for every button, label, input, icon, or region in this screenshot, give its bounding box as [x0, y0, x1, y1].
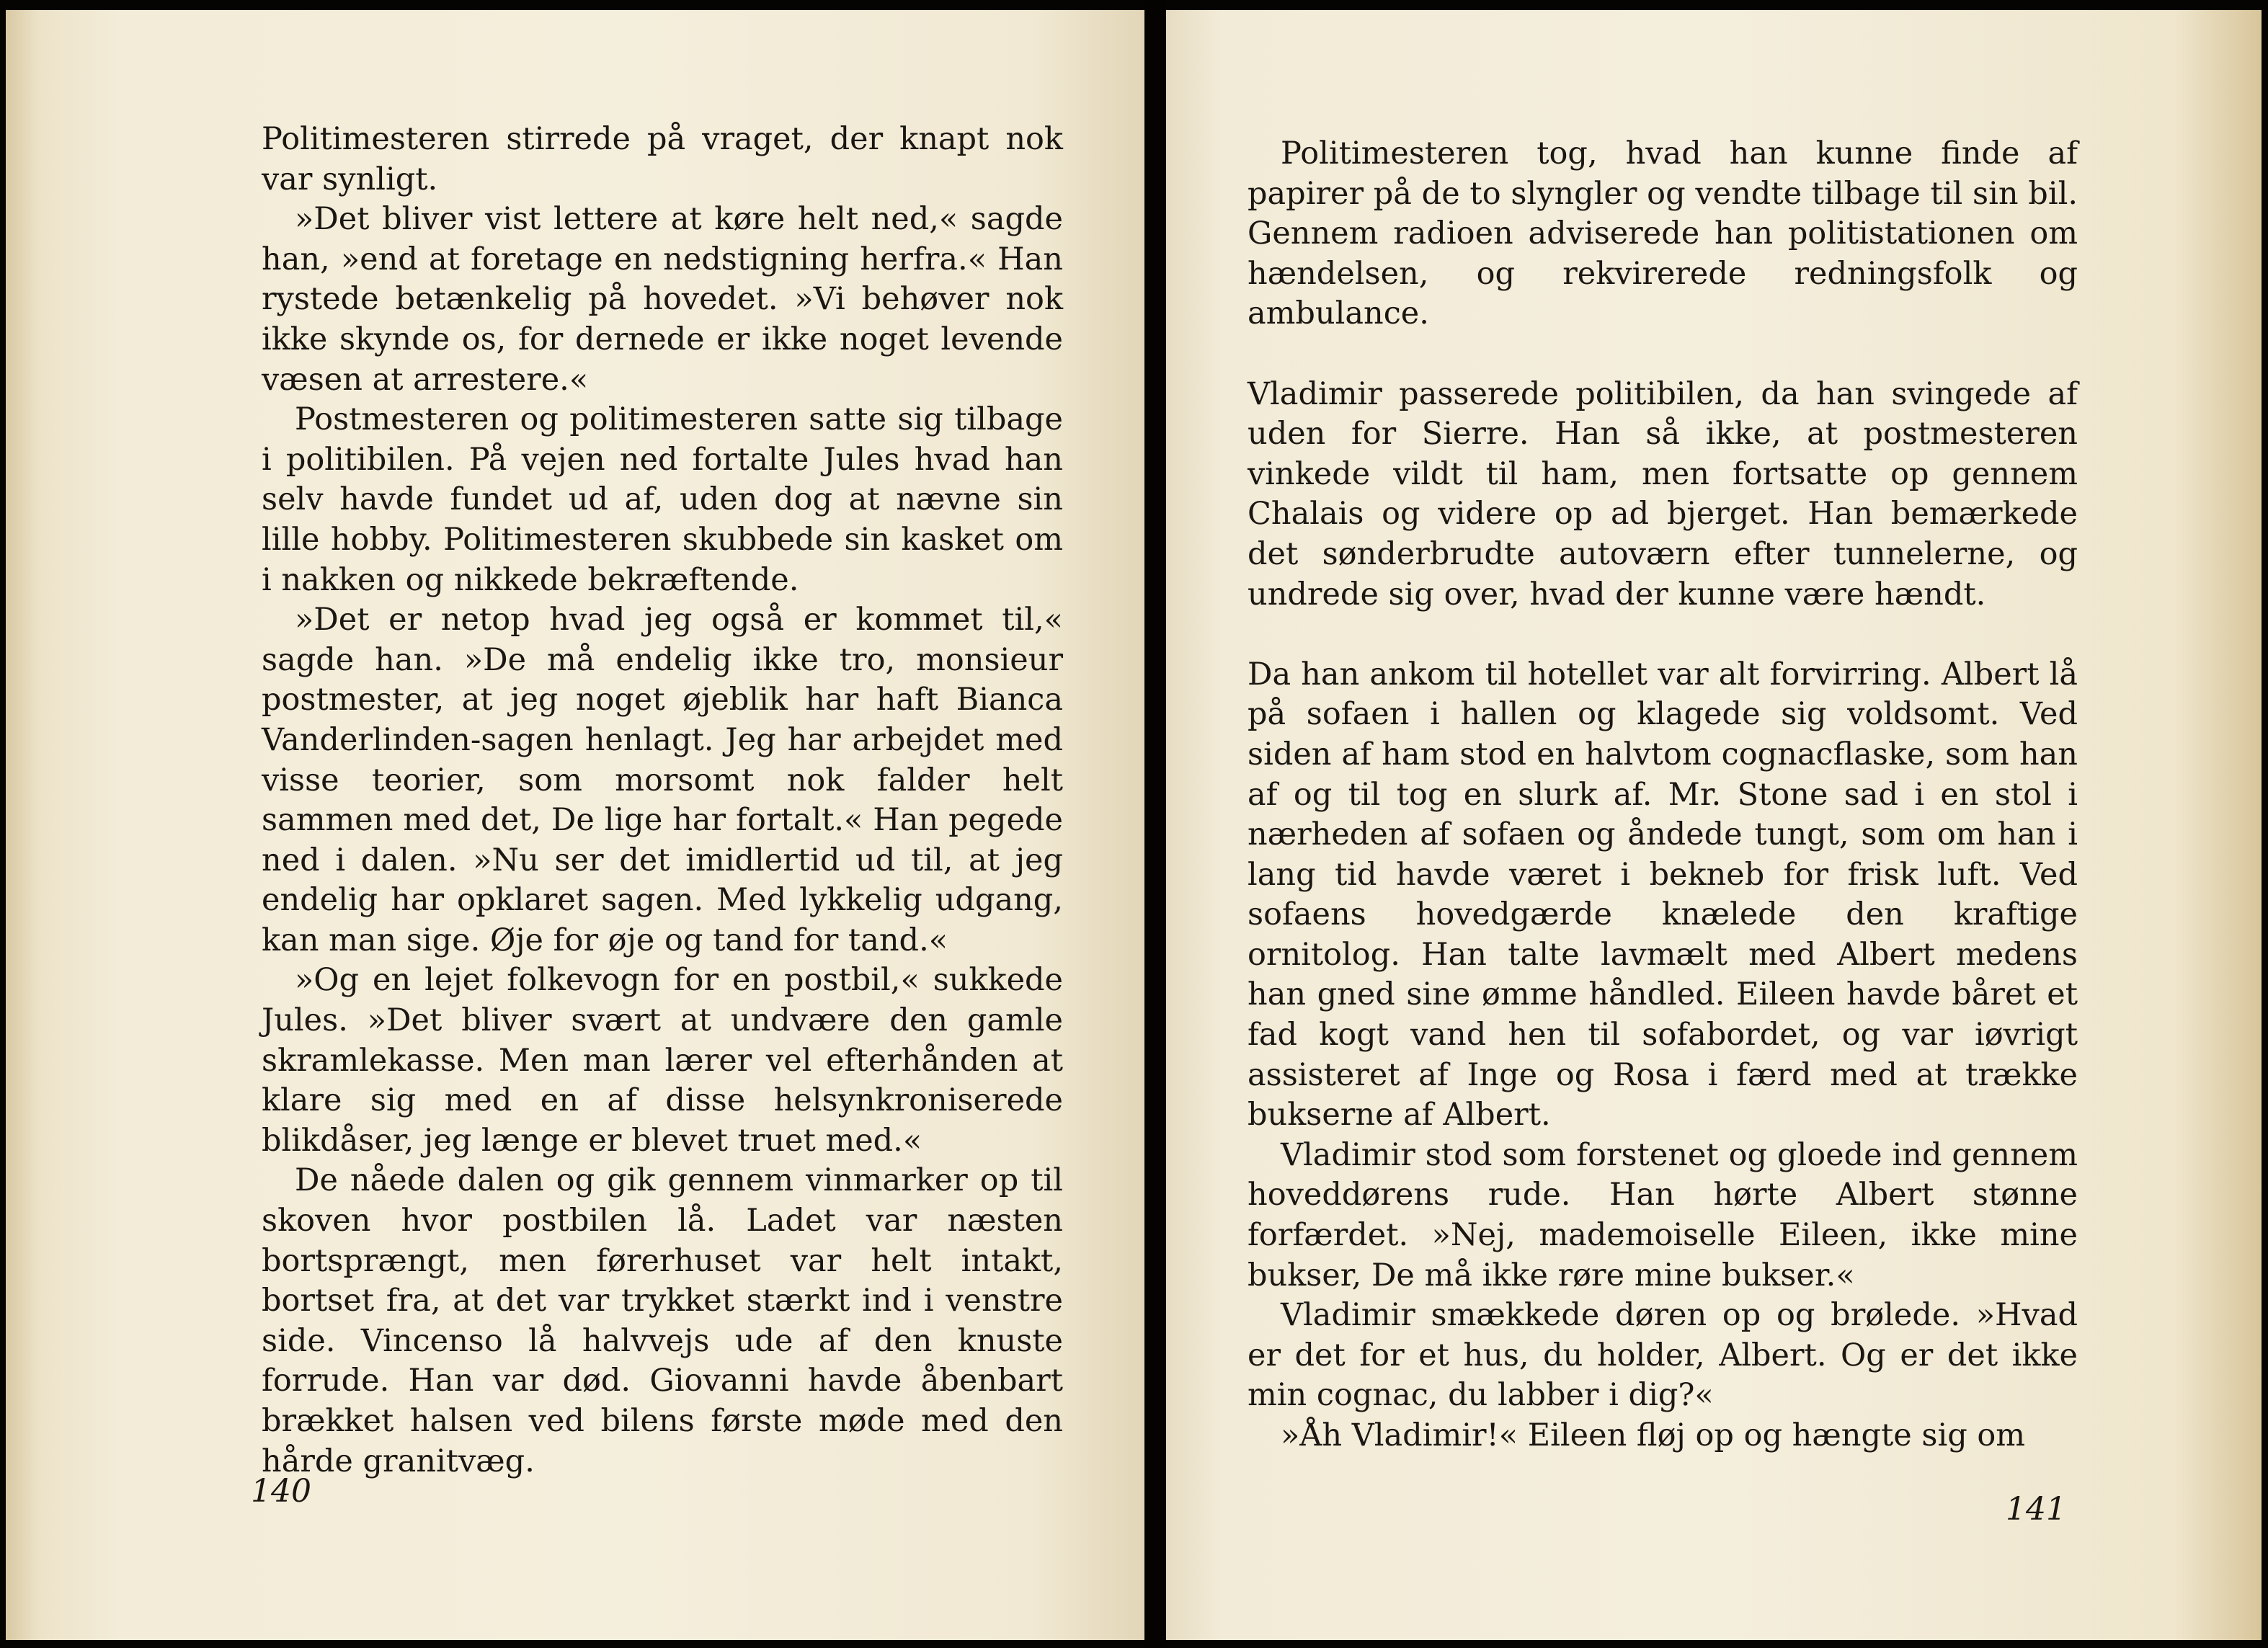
section-break	[1248, 615, 2078, 655]
paragraph: Vladimir smækkede døren op og brølede. »Hvad er det for et hus, du holder, Albert. Og er det ikke min cognac, du labber i dig?«	[1248, 1297, 2078, 1414]
paragraph: »Og en lejet folkevogn for en postbil,« sukkede Jules. »Det bliver svært at undvære den gamle skramlekasse. Men man lærer vel efterhånden at klare sig med en af disse helsynkroniserede blikdåser, jeg længe er blevet truet med.«	[262, 962, 1063, 1159]
paragraph: De nåede dalen og gik gennem vinmarker op til skoven hvor postbilen lå. Ladet var næsten bortsprængt, men førerhuset var helt intakt, bortset fra, at det var trykket stærkt ind i venstre side. Vincenso lå halvvejs ude af den knuste forrude. Han var død. Giovanni havde åbenbart brækket halsen ved bilens første møde med den hårde granitvæg.	[262, 1162, 1063, 1479]
paragraph: »Åh Vladimir!« Eileen fløj op og hængte sig om	[1281, 1417, 2026, 1453]
page-number: 141	[2006, 1491, 2066, 1528]
right-page	[1166, 10, 2262, 1640]
left-page	[6, 10, 1144, 1640]
page-number: 140	[251, 1473, 311, 1510]
paragraph: Politimesteren stirrede på vraget, der knapt nok var synligt.	[262, 121, 1063, 197]
right-page-text	[1248, 134, 2078, 1456]
paragraph: »Det bliver vist lettere at køre helt ned,« sagde han, »end at foretage en nedstigning herfra.« Han rystede betænkelig på hovedet. »Vi behøver nok ikke skynde os, for dernede er ikke noget levende væsen at arrestere.«	[262, 201, 1063, 398]
paragraph: Vladimir stod som forstenet og gloede ind gennem hoveddørens rude. Han hørte Albert stønne forfærdet. »Nej, mademoiselle Eileen, ikke mine bukser, De må ikke røre mine bukser.«	[1248, 1136, 2078, 1293]
section-break	[1248, 334, 2078, 375]
book-gutter	[1144, 0, 1166, 1648]
paragraph: Vladimir passerede politibilen, da han svingede af uden for Sierre. Han så ikke, at postmesteren vinkede vildt til ham, men fortsatte op gennem Chalais og videre op ad bjerget. Han bemærkede det sønderbrudte autoværn efter tunnelerne, og undrede sig over, hvad der kunne være hændt.	[1248, 375, 2078, 613]
left-page-text	[262, 120, 1063, 1482]
paragraph: Politimesteren tog, hvad han kunne finde af papirer på de to slyngler og vendte tilbage til sin bil. Gennem radioen adviserede han politistationen om hændelsen, og rekvirerede redningsfolk og ambulance.	[1248, 135, 2078, 332]
paragraph: »Det er netop hvad jeg også er kommet til,« sagde han. »De må endelig ikke tro, monsieur postmester, at jeg noget øjeblik har haft Bianca Vanderlinden-sagen henlagt. Jeg har arbejdet med visse teorier, som morsomt nok falder helt sammen med det, De lige har fortalt.« Han pegede ned i dalen. »Nu ser det imidlertid ud til, at jeg endelig har opklaret sagen. Med lykkelig udgang, kan man sige. Øje for øje og tand for tand.«	[262, 602, 1063, 958]
paragraph: Postmesteren og politimesteren satte sig tilbage i politibilen. På vejen ned fortalte Jules hvad han selv havde fundet ud af, uden dog at nævne sin lille hobby. Politimesteren skubbede sin kasket om i nakken og nikkede bekræftende.	[262, 401, 1063, 598]
paragraph: Da han ankom til hotellet var alt forvirring. Albert lå på sofaen i hallen og klagede sig voldsomt. Ved siden af ham stod en halvtom cognacflaske, som han af og til tog en slurk af. Mr. Stone sad i en stol i nærheden af sofaen og åndede tungt, som om han i lang tid havde været i bekneb for frisk luft. Ved sofaens hovedgærde knælede den kraftige ornitolog. Han talte lavmælt med Albert medens han gned sine ømme håndled. Eileen havde båret et fad kogt vand hen til sofabordet, og var iøvrigt assisteret af Inge og Rosa i færd med at trække bukserne af Albert.	[1248, 656, 2078, 1133]
